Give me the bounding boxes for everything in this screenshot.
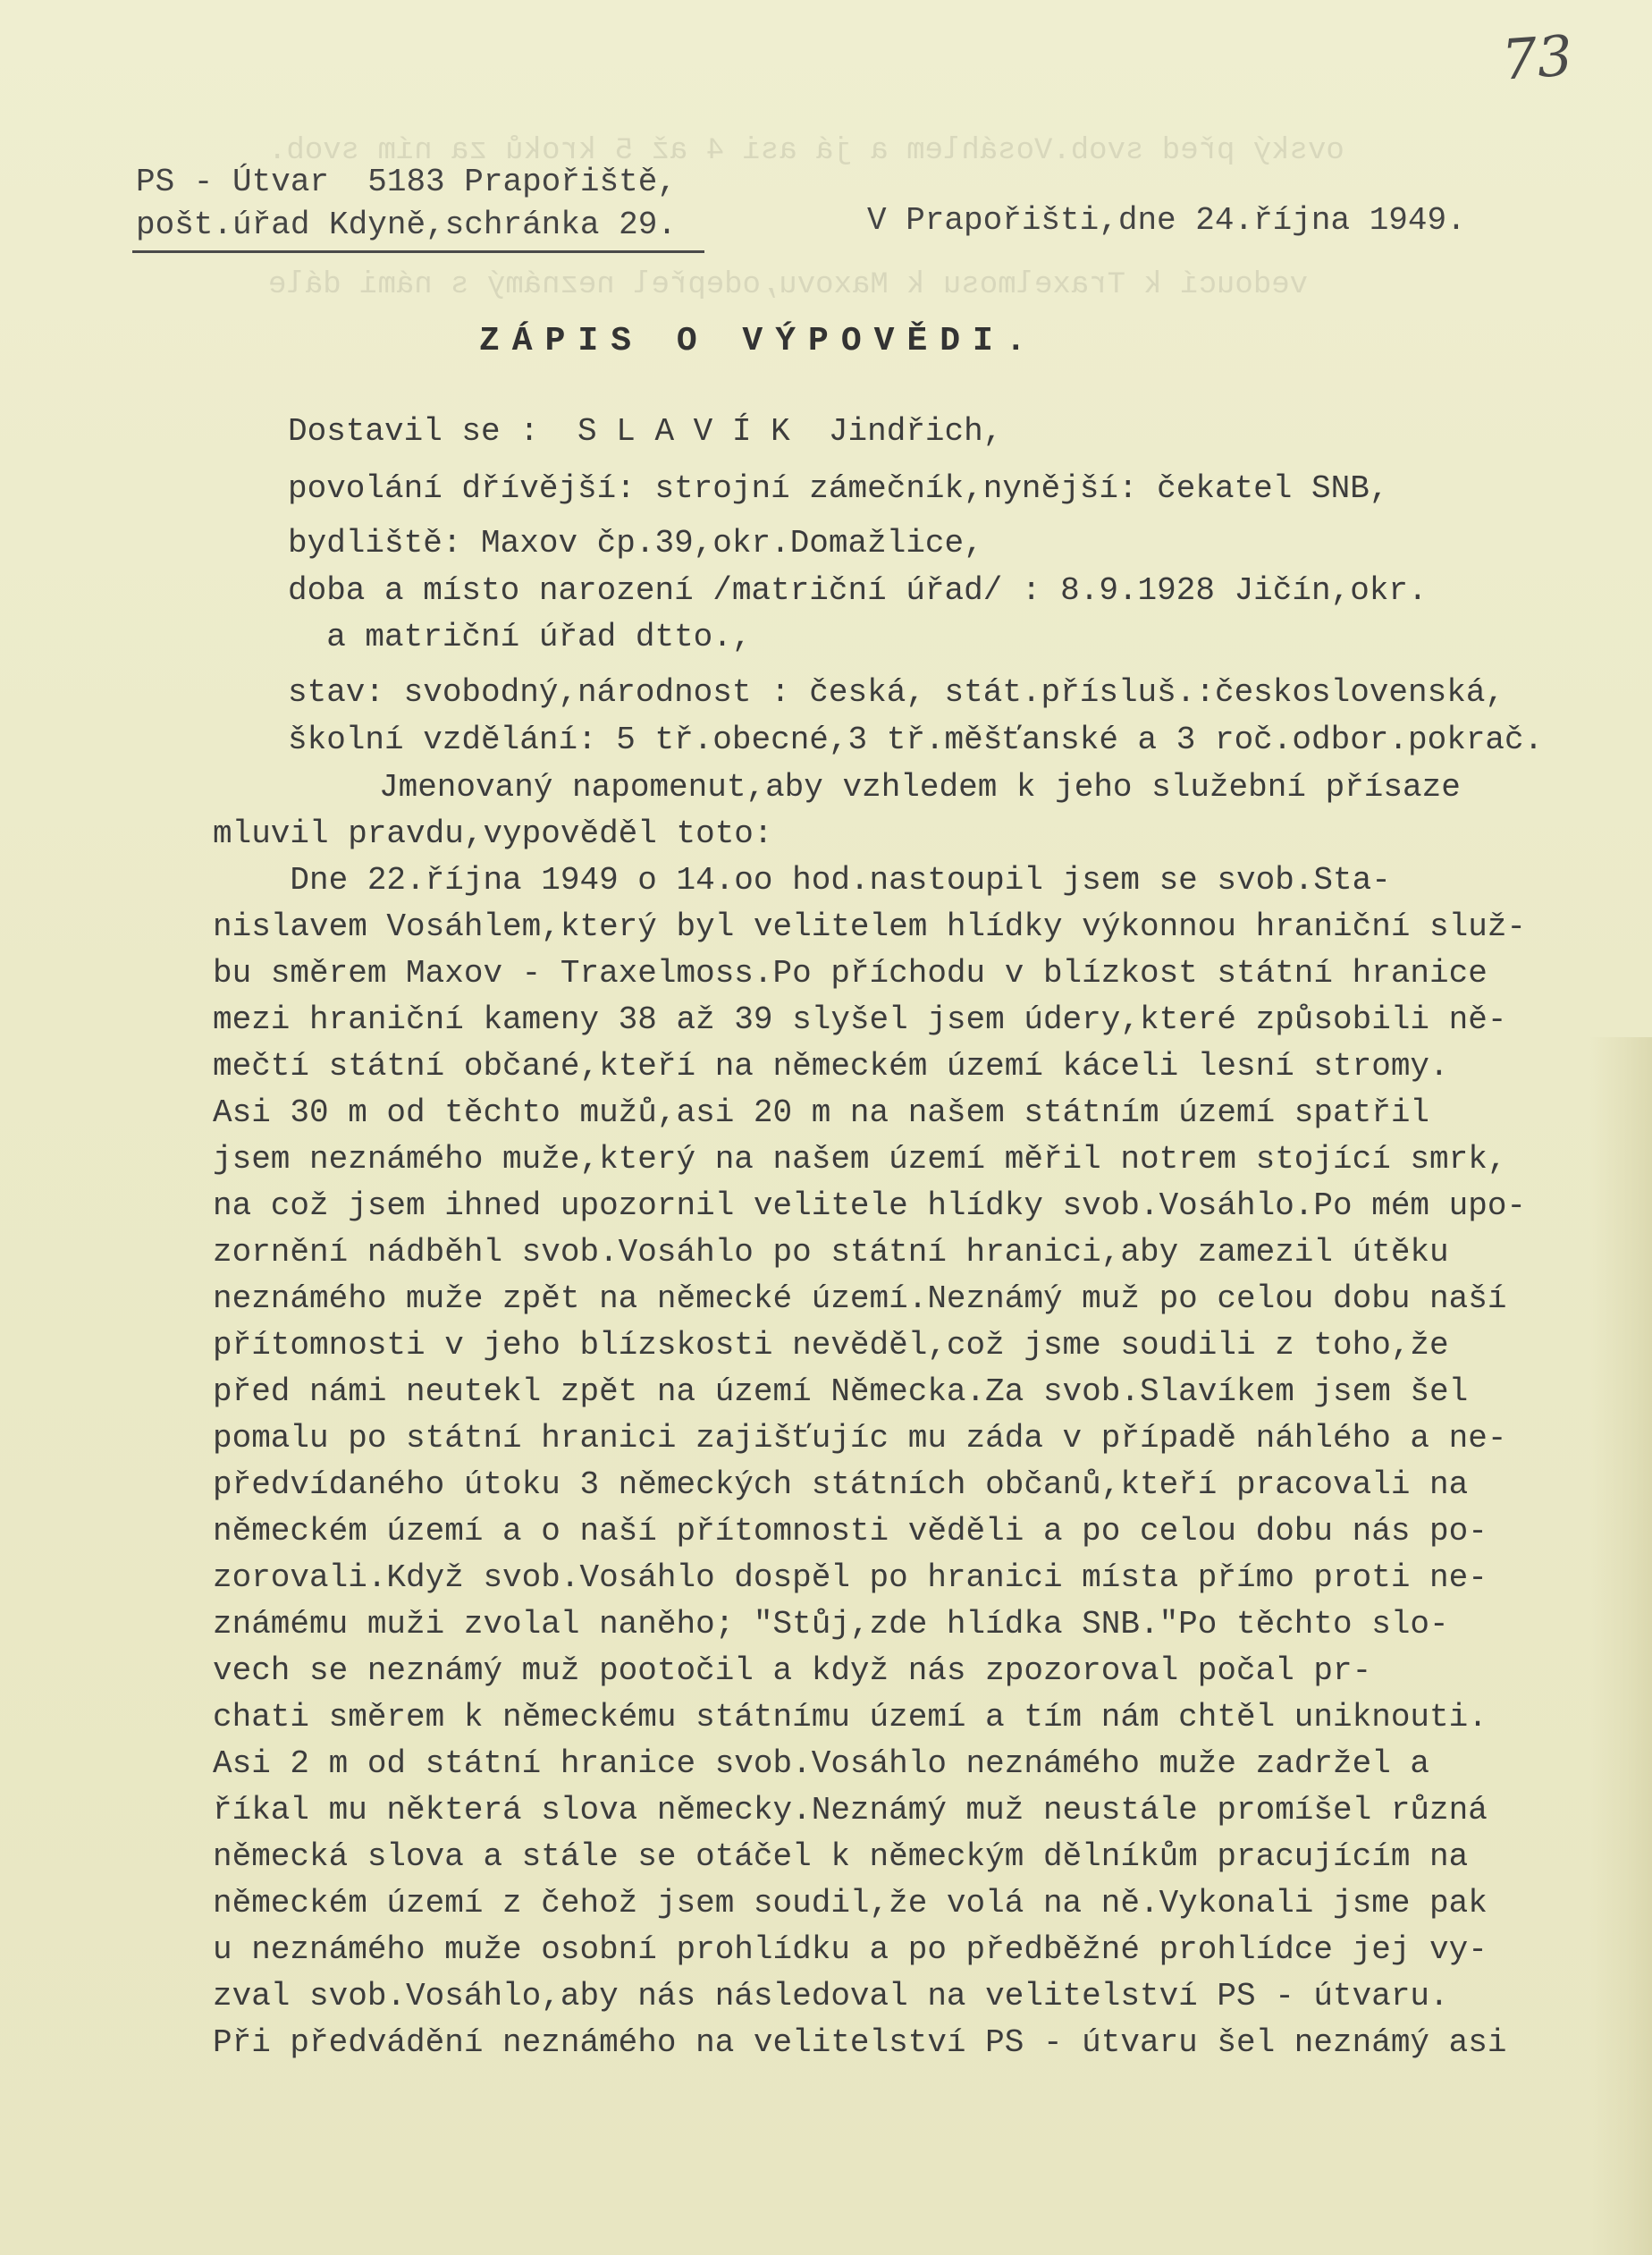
statement-line: vech se neznámý muž pootočil a když nás zpozoroval počal pr- [213,1652,1372,1689]
personal-info-line: povolání dřívější: strojní zámečník,nynější: čekatel SNB, [288,470,1389,507]
statement-line: u neznámého muže osobní prohlídku a po předběžné prohlídce jej vy- [213,1931,1488,1968]
office-header-line2: pošt.úřad Kdyně,schránka 29. [136,207,677,243]
statement-line: na což jsem ihned upozornil velitele hlídky svob.Vosáhlo.Po mém upo- [213,1187,1527,1224]
statement-line: nislavem Vosáhlem,který byl velitelem hlídky výkonnou hraniční služ- [213,908,1527,945]
statement-line: Asi 2 m od státní hranice svob.Vosáhlo neznámého muže zadržel a [213,1745,1430,1782]
torn-paper-edge [1589,1037,1652,2255]
intro-line: Jmenovaný napomenut,aby vzhledem k jeho služební přísaze [379,769,1461,806]
office-header [136,161,677,247]
personal-info-line: a matriční úřad dtto., [288,619,752,655]
document-title: ZÁPIS O VÝPOVĚDI. [479,322,1039,360]
personal-info-line: stav: svobodný,národnost : česká, stát.přísluš.:československá, [288,674,1505,711]
statement-line: zornění nádběhl svob.Vosáhlo po státní hranici,aby zamezil útěku [213,1234,1449,1271]
personal-info-line: bydliště: Maxov čp.39,okr.Domažlice, [288,525,983,562]
personal-info-line: školní vzdělání: 5 tř.obecné,3 tř.měšťanské a 3 roč.odbor.pokrač. [288,722,1544,758]
statement-line: pomalu po státní hranici zajišťujíc mu záda v případě náhlého a ne- [213,1420,1507,1457]
statement-line: německá slova a stále se otáčel k německým dělníkům pracujícím na [213,1838,1469,1875]
page-number: 73 [1499,22,1575,93]
statement-line: před námi neutekl zpět na území Německa.Za svob.Slavíkem jsem šel [213,1373,1469,1410]
statement-line: zval svob.Vosáhlo,aby nás následoval na velitelství PS - útvaru. [213,1978,1449,2014]
statement-line: německém území a o naší přítomnosti věděli a po celou dobu nás po- [213,1513,1488,1550]
personal-info-line: doba a místo narození /matriční úřad/ : 8.9.1928 Jičín,okr. [288,572,1428,609]
statement-line: Při předvádění neznámého na velitelství PS - útvaru šel neznámý asi [213,2024,1507,2061]
personal-info-line: Dostavil se : S L A V Í K Jindřich, [288,413,1003,450]
statement-line: známému muži zvolal naněho; "Stůj,zde hlídka SNB."Po těchto slo- [213,1606,1449,1643]
statement-line: bu směrem Maxov - Traxelmoss.Po příchodu v blízkost státní hranice [213,955,1488,992]
statement-line: zorovali.Když svob.Vosáhlo dospěl po hranici místa přímo proti ne- [213,1559,1488,1596]
statement-line: Dne 22.října 1949 o 14.oo hod.nastoupil jsem se svob.Sta- [213,862,1391,899]
statement-line: chati směrem k německému státnímu území a tím nám chtěl uniknouti. [213,1699,1488,1736]
bleed-through-text: vedoucí k Traxelmosu k Maxovu,odepřel neznámý s námi dále [268,268,1308,302]
statement-line: předvídaného útoku 3 německých státních občanů,kteří pracovali na [213,1466,1469,1503]
statement-line: německém území z čehož jsem soudil,že volá na ně.Vykonali jsme pak [213,1885,1488,1921]
statement-line: mezi hraniční kameny 38 až 39 slyšel jsem údery,které způsobili ně- [213,1001,1507,1038]
statement-line: neznámého muže zpět na německé území.Neznámý muž po celou dobu naší [213,1280,1507,1317]
header-underline [132,250,704,253]
office-header-line1: PS - Útvar 5183 Prapořiště, [136,164,677,200]
statement-line: přítomnosti v jeho blízskosti nevěděl,což jsme soudili z toho,že [213,1327,1449,1364]
document-date: V Prapořišti,dne 24.října 1949. [867,202,1466,239]
bleed-through-text: ovský před svob.Vosáhlem a já asi 4 až 5 kroků za ním svob. [268,134,1344,168]
statement-line: mečtí státní občané,kteří na německém území káceli lesní stromy. [213,1048,1449,1085]
statement-line: říkal mu některá slova německy.Neznámý muž neustále promíšel různá [213,1792,1488,1828]
statement-line: Asi 30 m od těchto mužů,asi 20 m na našem státním území spatřil [213,1094,1430,1131]
intro-line: mluvil pravdu,vypověděl toto: [213,815,773,852]
statement-line: jsem neznámého muže,který na našem území měřil notrem stojící smrk, [213,1141,1507,1178]
